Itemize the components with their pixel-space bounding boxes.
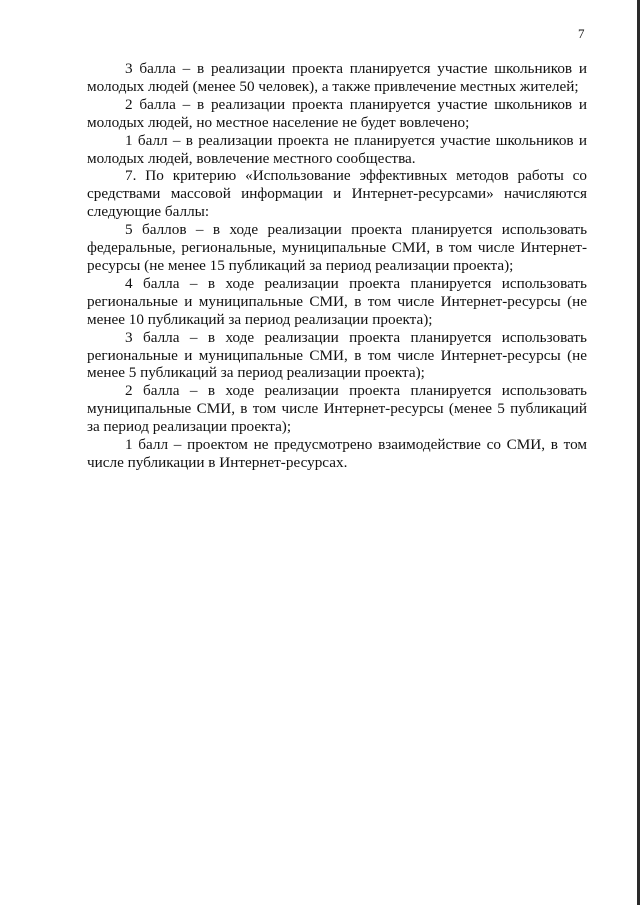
paragraph-score-2-youth: 2 балла – в реализации проекта планируется участие школьников и молодых людей, но местное население не будет вовлечено;	[87, 95, 587, 131]
paragraph-score-1-media: 1 балл – проектом не предусмотрено взаимодействие со СМИ, в том числе публикации в Интернет-ресурсах.	[87, 436, 587, 471]
paragraph-score-4-media: 4 балла – в ходе реализации проекта планируется использовать региональные и муниципальные СМИ, в том числе Интернет-ресурсы (не менее 10 публикаций за период реализации проекта);	[87, 274, 587, 328]
page-number: 7	[578, 26, 585, 41]
paragraph-score-2-media: 2 балла – в ходе реализации проекта планируется использовать муниципальные СМИ, в том числе Интернет-ресурсы (менее 5 публикаций за период реализации проекта);	[87, 382, 587, 436]
paragraph-score-3-media: 3 балла – в ходе реализации проекта планируется использовать региональные и муниципальные СМИ, в том числе Интернет-ресурсы (не менее 5 публикаций за период реализации проекта);	[87, 328, 587, 382]
document-body	[87, 60, 587, 472]
paragraph-score-5-media: 5 баллов – в ходе реализации проекта планируется использовать федеральные, региональные, муниципальные СМИ, в том числе Интернет-ресурсы (не менее 15 публикаций за период реализации проекта);	[87, 221, 587, 274]
paragraph-score-1-youth: 1 балл – в реализации проекта не планируется участие школьников и молодых людей, вовлечение местного сообщества.	[87, 131, 587, 167]
paragraph-criterion-7: 7. По критерию «Использование эффективных методов работы со средствами массовой информации и Интернет-ресурсами» начисляются следующие баллы:	[87, 167, 587, 221]
paragraph-score-3-youth: 3 балла – в реализации проекта планируется участие школьников и молодых людей (менее 50 человек), а также привлечение местных жителей;	[87, 60, 587, 95]
